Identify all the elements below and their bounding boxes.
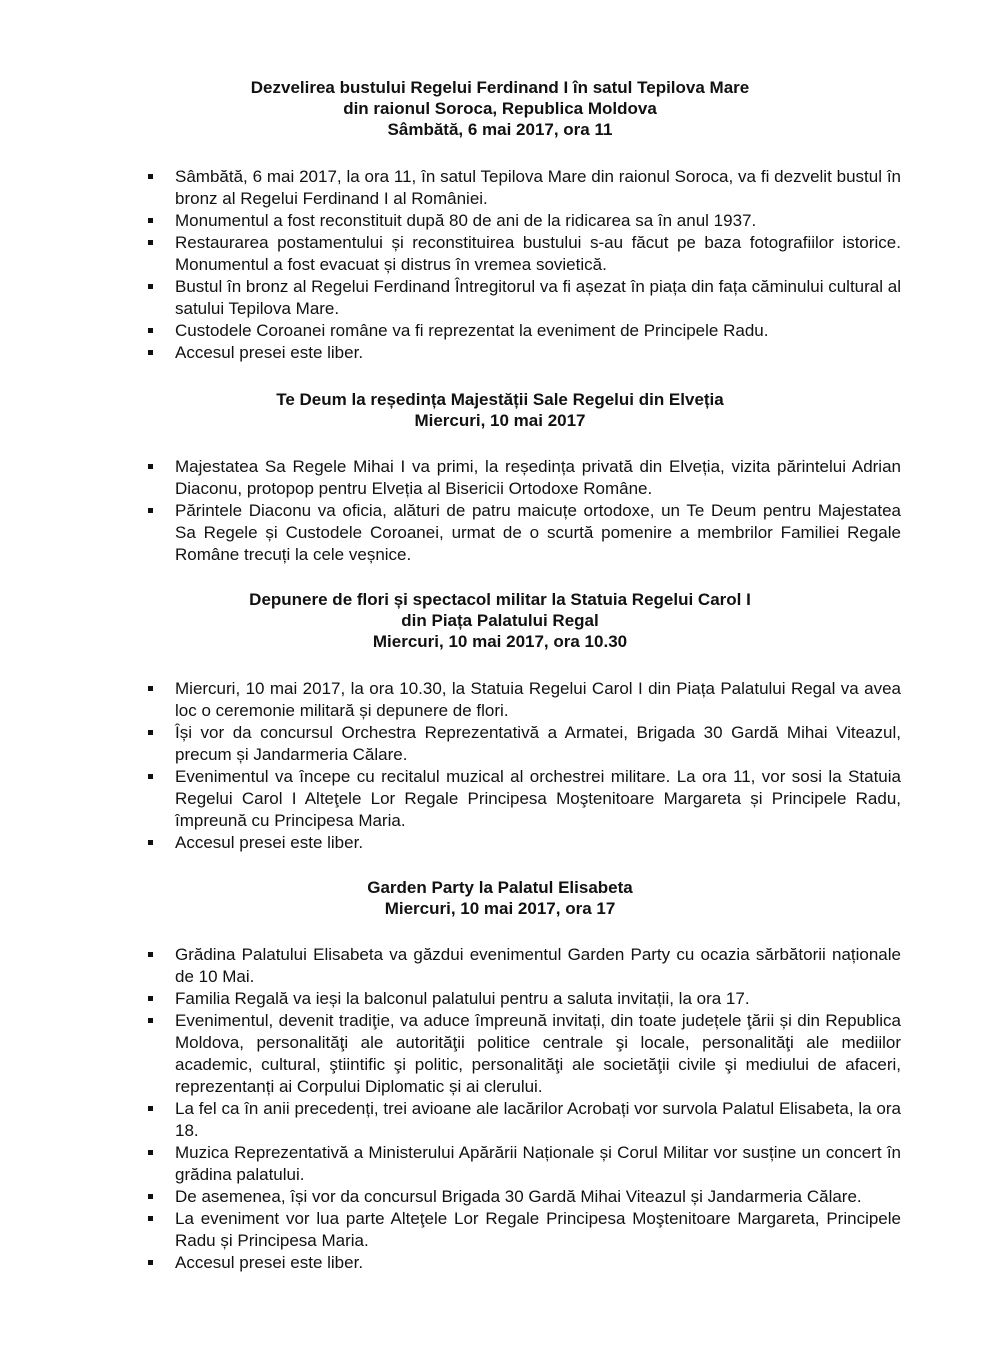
list-item: Își vor da concursul Orchestra Reprezentativă a Armatei, Brigada 30 Gardă Mihai Viteazul, precum și Jandarmeria Călare. [175, 722, 901, 766]
bullet-list [0, 456, 1000, 566]
bullet-marker [148, 774, 153, 779]
heading-line: Depunere de flori și spectacol militar la Statuia Regelui Carol I [249, 590, 751, 609]
list-item: Accesul presei este liber. [175, 342, 901, 364]
list-item: De asemenea, își vor da concursul Brigada 30 Gardă Mihai Viteazul și Jandarmeria Călare. [175, 1186, 901, 1208]
heading-line: din raionul Soroca, Republica Moldova [343, 99, 657, 118]
list-item: Evenimentul va începe cu recitalul muzical al orchestrei militare. La ora 11, vor sosi la Statuia Regelui Carol I Alteţele Lor Regale Principesa Moştenitoare Margareta și Principele Radu, împreună cu Principesa Maria. [175, 766, 901, 832]
list-item: Grădina Palatului Elisabeta va găzdui evenimentul Garden Party cu ocazia sărbătorii naționale de 10 Mai. [175, 944, 901, 988]
bullet-marker [148, 284, 153, 289]
list-item: Miercuri, 10 mai 2017, la ora 10.30, la Statuia Regelui Carol I din Piața Palatului Regal va avea loc o ceremonie militară și depunere de flori. [175, 678, 901, 722]
bullet-marker [148, 1194, 153, 1199]
list-item: Părintele Diaconu va oficia, alături de patru maicuțe ortodoxe, un Te Deum pentru Majestatea Sa Regele și Custodele Coroanei, urmat de o scurtă pomenire a membrilor Familiei Regale Române trecuți la cele veșnice. [175, 500, 901, 566]
list-item: Accesul presei este liber. [175, 832, 901, 854]
bullet-list [0, 678, 1000, 854]
section-heading [0, 77, 1000, 140]
section-heading [0, 389, 1000, 431]
bullet-marker [148, 350, 153, 355]
bullet-marker [148, 508, 153, 513]
bullet-marker [148, 328, 153, 333]
heading-line: Garden Party la Palatul Elisabeta [367, 878, 633, 897]
list-item: Accesul presei este liber. [175, 1252, 901, 1274]
heading-line: Miercuri, 10 mai 2017 [414, 411, 586, 430]
bullet-marker [148, 240, 153, 245]
bullet-marker [148, 730, 153, 735]
section-heading [0, 877, 1000, 919]
bullet-marker [148, 174, 153, 179]
section-garden-party [0, 877, 1000, 919]
list-item: Restaurarea postamentului și reconstituirea bustului s-au făcut pe baza fotografiilor istorice. Monumentul a fost evacuat și distrus în vremea sovietică. [175, 232, 901, 276]
section-carol-statue [0, 589, 1000, 652]
section-heading [0, 589, 1000, 652]
section-bust-ferdinand [0, 77, 1000, 140]
section-te-deum [0, 389, 1000, 431]
heading-line: Miercuri, 10 mai 2017, ora 17 [384, 899, 616, 918]
bullet-marker [148, 840, 153, 845]
heading-line: Dezvelirea bustului Regelui Ferdinand I în satul Tepilova Mare [250, 78, 750, 97]
list-item: Bustul în bronz al Regelui Ferdinand Întregitorul va fi așezat în piața din fața căminului cultural al satului Tepilova Mare. [175, 276, 901, 320]
bullet-marker [148, 1106, 153, 1111]
list-item: Custodele Coroanei române va fi reprezentat la eveniment de Principele Radu. [175, 320, 901, 342]
list-item: La eveniment vor lua parte Alteţele Lor Regale Principesa Moştenitoare Margareta, Principele Radu și Principesa Maria. [175, 1208, 901, 1252]
bullet-marker [148, 952, 153, 957]
list-item: La fel ca în anii precedenți, trei avioane ale lacărilor Acrobați vor survola Palatul Elisabeta, la ora 18. [175, 1098, 901, 1142]
list-item: Evenimentul, devenit tradiţie, va aduce împreună invitați, din toate județele ţării și din Republica Moldova, personalităţi ale autorităţii politice centrale şi locale, personalităţi ale mediilor academic, cultural, ştiintific şi politic, personalităţi ale societăţii civile şi mediului de afaceri, reprezentanți ai Corpului Diplomatic și ai clerului. [175, 1010, 901, 1098]
list-item: Sâmbătă, 6 mai 2017, la ora 11, în satul Tepilova Mare din raionul Soroca, va fi dezvelit bustul în bronz al Regelui Ferdinand I al României. [175, 166, 901, 210]
heading-line: Miercuri, 10 mai 2017, ora 10.30 [372, 632, 628, 651]
bullet-list [0, 166, 1000, 364]
heading-line: din Piața Palatului Regal [401, 611, 599, 630]
list-item: Familia Regală va ieși la balconul palatului pentru a saluta invitații, la ora 17. [175, 988, 901, 1010]
bullet-marker [148, 1216, 153, 1221]
list-item: Monumentul a fost reconstituit după 80 de ani de la ridicarea sa în anul 1937. [175, 210, 901, 232]
bullet-marker [148, 218, 153, 223]
heading-line: Te Deum la reședința Majestății Sale Regelui din Elveția [276, 390, 724, 409]
bullet-list [0, 944, 1000, 1274]
list-item: Majestatea Sa Regele Mihai I va primi, la reședința privată din Elveția, vizita părintelui Adrian Diaconu, protopop pentru Elveția al Bisericii Ortodoxe Române. [175, 456, 901, 500]
bullet-marker [148, 464, 153, 469]
bullet-marker [148, 1260, 153, 1265]
bullet-marker [148, 686, 153, 691]
bullet-marker [148, 1150, 153, 1155]
bullet-marker [148, 996, 153, 1001]
bullet-marker [148, 1018, 153, 1023]
heading-line: Sâmbătă, 6 mai 2017, ora 11 [387, 120, 613, 139]
list-item: Muzica Reprezentativă a Ministerului Apărării Naționale și Corul Militar vor susține un concert în grădina palatului. [175, 1142, 901, 1186]
